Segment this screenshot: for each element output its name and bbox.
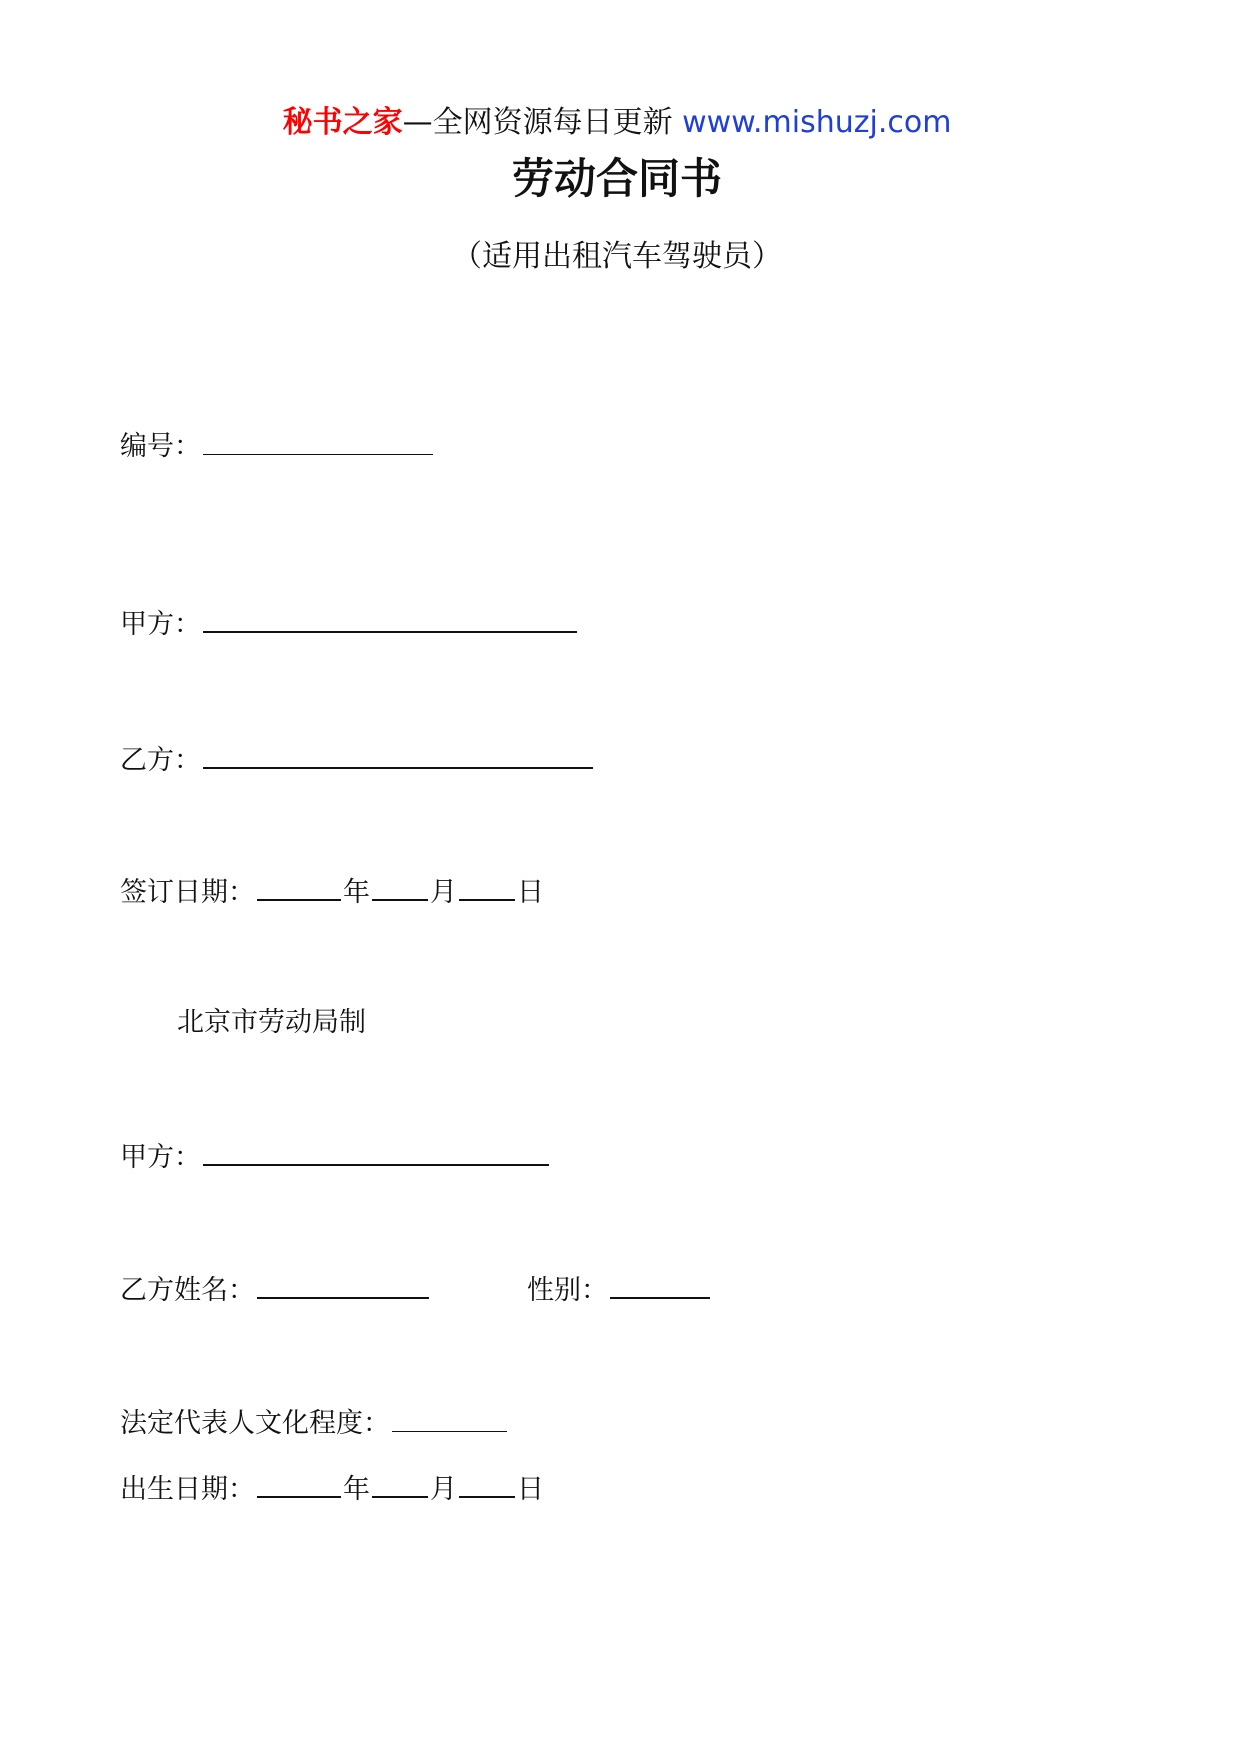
document-subtitle: （适用出租汽车驾驶员） (452, 239, 782, 274)
birth-day-field[interactable] (459, 1470, 515, 1498)
sign-day-label: 日 (517, 877, 544, 908)
contract-number-field[interactable] (203, 428, 433, 455)
banner-brand: 秘书之家 (282, 105, 403, 140)
rep-education-field[interactable] (392, 1405, 507, 1432)
party-b-name-line (120, 1271, 431, 1309)
sign-month-label: 月 (430, 877, 457, 908)
sign-date-label: 签订日期： (120, 877, 255, 908)
birth-month-field[interactable] (372, 1470, 428, 1498)
sign-date-line (120, 873, 544, 911)
rep-education-line (120, 1405, 509, 1442)
info-party-a-label: 甲方： (120, 1142, 201, 1173)
gender-field[interactable] (610, 1271, 710, 1299)
cover-party-b-field[interactable] (203, 741, 593, 769)
birth-date-label: 出生日期： (120, 1474, 255, 1505)
birth-date-line (120, 1470, 544, 1508)
cover-party-b-label: 乙方： (120, 745, 201, 776)
gender-label: 性别： (527, 1275, 608, 1306)
gender-line (527, 1271, 712, 1309)
birth-year-field[interactable] (257, 1470, 341, 1498)
info-party-a-line (120, 1138, 551, 1176)
document-title: 劳动合同书 (511, 154, 722, 203)
sign-year-field[interactable] (257, 873, 341, 901)
sign-month-field[interactable] (372, 873, 428, 901)
contract-number-line (120, 428, 435, 465)
issuer-line (177, 1005, 366, 1041)
cover-party-a-label: 甲方： (120, 609, 201, 640)
banner-slogan: —全网资源每日更新 (402, 105, 673, 140)
sign-day-field[interactable] (459, 873, 515, 901)
party-b-name-label: 乙方姓名： (120, 1275, 255, 1306)
cover-party-b-line (120, 741, 595, 779)
party-b-name-field[interactable] (257, 1271, 429, 1299)
cover-party-a-field[interactable] (203, 605, 577, 633)
contract-number-label: 编号： (120, 431, 201, 462)
cover-party-a-line (120, 605, 579, 643)
issuer-text: 北京市劳动局制 (177, 1007, 366, 1038)
sign-year-label: 年 (343, 877, 370, 908)
birth-year-label: 年 (343, 1474, 370, 1505)
rep-education-label: 法定代表人文化程度： (120, 1408, 390, 1439)
info-party-a-field[interactable] (203, 1138, 549, 1166)
birth-day-label: 日 (517, 1474, 544, 1505)
birth-month-label: 月 (430, 1474, 457, 1505)
banner-url-link[interactable]: www.mishuzj.com (682, 105, 952, 140)
site-banner (0, 103, 1234, 143)
